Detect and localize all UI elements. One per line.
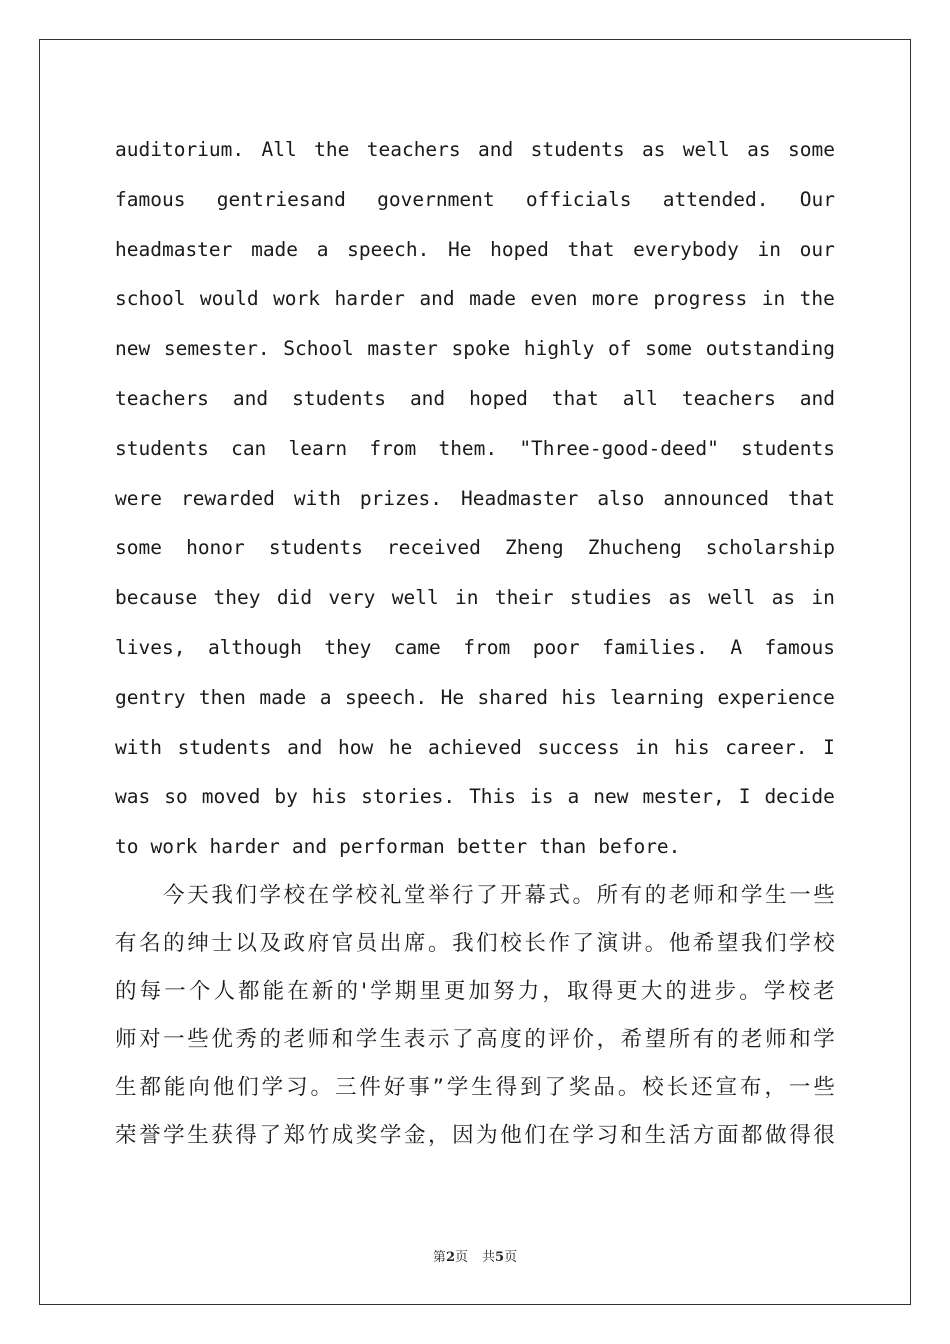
chinese-line: 的 每 一 个 人 都 能 在 新 的 ' 学 期 里 更 加 努 力 ， 取 得 更 大 的 进 步 。 学 校 老 <box>115 979 835 1004</box>
english-line: auditorium. All the teachers and students as well as some <box>115 138 835 161</box>
english-line: were rewarded with prizes. Headmaster also announced that <box>115 486 835 510</box>
english-line: famous gentriesand government officials attended. Our <box>115 187 835 211</box>
footer-page-prefix: 第 <box>432 1250 446 1265</box>
english-line: was so moved by his stories. This is a new mester, I decide <box>115 785 835 809</box>
chinese-line: 有 名 的 绅 士 以 及 政 府 官 员 出 席 。 我 们 校 长 作 了 演 讲 。 他 希 望 我 们 学 校 <box>115 931 835 956</box>
english-line: with students and how he achieved success in his career. I <box>115 735 835 759</box>
chinese-paragraph <box>115 872 835 1160</box>
chinese-line: 荣 誉 学 生 获 得 了 郑 竹 成 奖 学 金 ， 因 为 他 们 在 学 习 和 生 活 方 面 都 做 得 很 <box>115 1123 835 1148</box>
english-line: lives, although they came from poor families. A famous <box>115 635 835 659</box>
english-line: because they did very well in their studies as well as in <box>115 586 835 610</box>
footer-page-suffix: 页 <box>454 1250 468 1265</box>
english-line: some honor students received Zheng Zhucheng scholarship <box>115 536 835 560</box>
footer-total-number: 5 <box>495 1250 505 1265</box>
chinese-line: 生 都 能 向 他 们 学 习 。 三 件 好 事 ” 学 生 得 到 了 奖 品 。 校 长 还 宣 布 ， 一 些 <box>115 1075 835 1100</box>
english-line: students can learn from them. "Three-good-deed" students <box>115 436 835 460</box>
footer-page-number: 2 <box>445 1250 455 1265</box>
english-line: headmaster made a speech. He hoped that everybody in our <box>115 237 835 261</box>
english-line: teachers and students and hoped that all teachers and <box>115 386 835 410</box>
page-footer <box>0 1246 950 1265</box>
footer-total-suffix: 页 <box>504 1250 518 1265</box>
chinese-line: 今 天 我 们 学 校 在 学 校 礼 堂 举 行 了 开 幕 式 。 所 有 的 老 师 和 学 生 一 些 <box>163 883 835 908</box>
english-line: gentry then made a speech. He shared his learning experience <box>115 685 835 709</box>
english-line: school would work harder and made even more progress in the <box>115 287 835 311</box>
english-paragraph <box>115 125 835 872</box>
footer-total-prefix: 共 <box>482 1250 496 1265</box>
english-line: to work harder and performan better than before. <box>115 835 681 859</box>
chinese-line: 师 对 一 些 优 秀 的 老 师 和 学 生 表 示 了 高 度 的 评 价 ， 希 望 所 有 的 老 师 和 学 <box>115 1027 835 1052</box>
english-line: new semester. School master spoke highly of some outstanding <box>115 337 835 361</box>
